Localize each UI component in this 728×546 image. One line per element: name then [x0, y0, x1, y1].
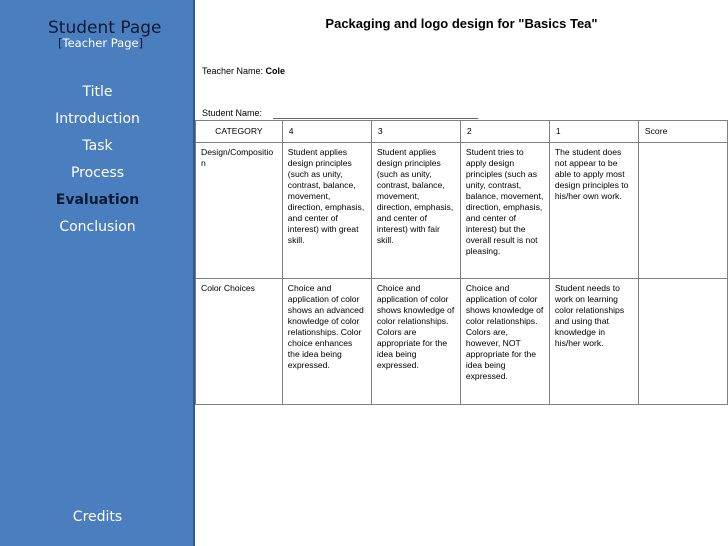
table-header-row — [196, 121, 728, 143]
rubric-table — [195, 120, 728, 405]
sidebar — [0, 0, 195, 546]
table-row — [196, 279, 728, 405]
table-cell: Student applies design principles (such as unity, contrast, balance, movement, direction, emphasis, and center of interest) with fair skill. — [371, 143, 460, 279]
table-row — [196, 143, 728, 279]
teacher-name-row — [202, 66, 285, 76]
nav-credits[interactable]: Credits — [72, 509, 123, 525]
teacher-name: Cole — [265, 66, 286, 76]
header-2: 2 — [460, 121, 549, 143]
table-cell: Student tries to apply design principles (such as unity, contrast, balance, movement, direction, emphasis, and center of interest) but the overall result is not pleasing. — [460, 143, 549, 279]
teacher-label: Teacher Name: — [202, 66, 264, 76]
page-title: Packaging and logo design for "Basics Tea" — [325, 16, 598, 31]
table-cell: The student does not appear to be able to apply most design principles to his/her own work. — [549, 143, 638, 279]
score-cell — [638, 143, 727, 279]
table-cell: Design/Composition — [196, 143, 283, 279]
sidebar-title: Student Page — [48, 18, 162, 38]
header-1: 1 — [549, 121, 638, 143]
nav-introduction[interactable]: Introduction — [55, 111, 140, 127]
header-category: CATEGORY — [196, 121, 283, 143]
nav-process[interactable]: Process — [70, 165, 125, 181]
header-score: Score — [638, 121, 727, 143]
student-name-label: Student Name: — [202, 108, 263, 118]
table-cell: Student needs to work on learning color relationships and using that knowledge in his/her work. — [549, 279, 638, 405]
teacher-page-link[interactable]: Teacher Page — [62, 36, 139, 50]
sidebar-subtitle — [58, 36, 143, 50]
nav-title[interactable]: Title — [82, 84, 113, 100]
bracket-close: ] — [138, 36, 144, 50]
nav-conclusion[interactable]: Conclusion — [59, 219, 136, 235]
bracket-open: [ — [58, 36, 63, 50]
header-3: 3 — [371, 121, 460, 143]
table-cell: Color Choices — [196, 279, 283, 405]
table-cell: Choice and application of color shows an advanced knowledge of color relationships. Color choice enhances the idea being expressed. — [282, 279, 371, 405]
header-4: 4 — [282, 121, 371, 143]
student-name-line — [273, 118, 478, 119]
table-cell: Student applies design principles (such as unity, contrast, balance, movement, direction, emphasis, and center of interest) with great skill. — [282, 143, 371, 279]
nav-evaluation[interactable]: Evaluation — [55, 192, 140, 208]
table-cell: Choice and application of color shows knowledge of color relationships. Colors are, however, NOT appropriate for the idea being expressed. — [460, 279, 549, 405]
score-cell — [638, 279, 727, 405]
table-cell: Choice and application of color shows knowledge of color relationships. Colors are appropriate for the idea being expressed. — [371, 279, 460, 405]
nav-task[interactable]: Task — [82, 138, 113, 154]
